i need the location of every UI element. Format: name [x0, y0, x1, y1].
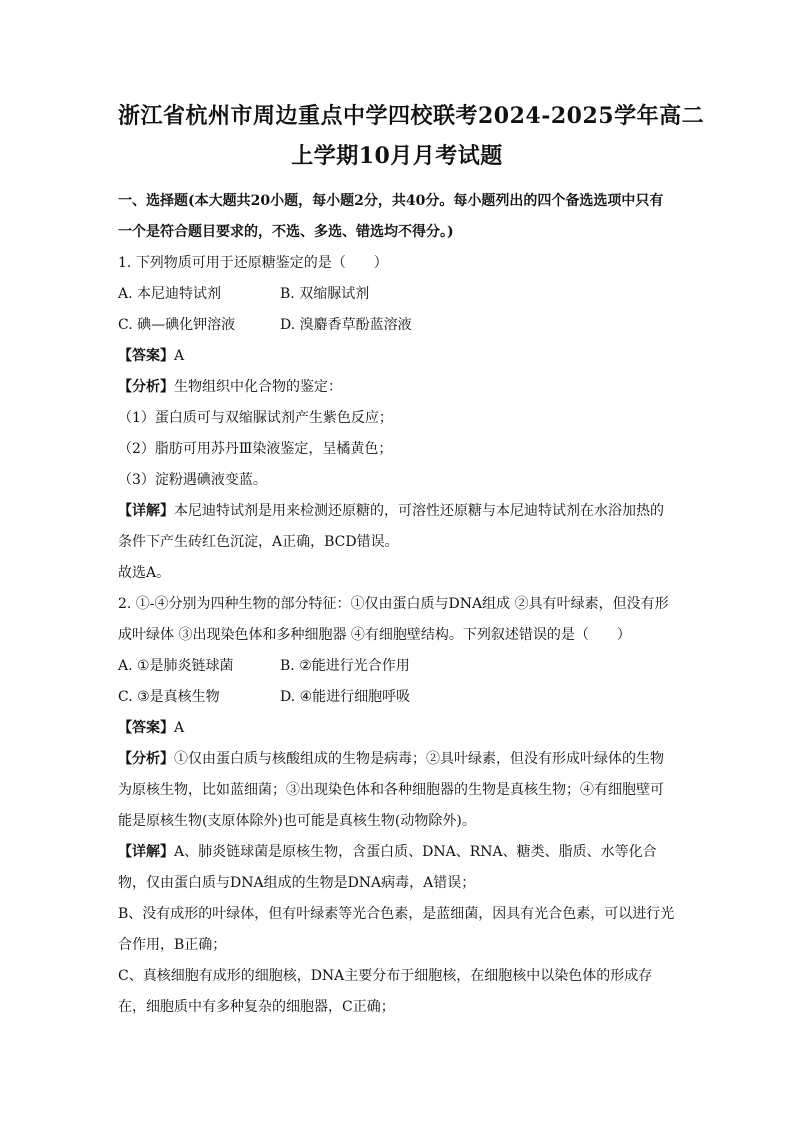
question-2-detail-c: C、真核细胞有成形的细胞核，DNA主要分布于细胞核，在细胞核中以染色体的形成存在，细胞质中有多种复杂的细胞器，C正确；: [118, 968, 653, 1015]
question-1-detail: [118, 496, 676, 558]
question-2-detail-b: B、没有成形的叶绿体，但有叶绿素等光合色素，是蓝细菌，因具有光合色素，可以进行光合作用，B正确；: [118, 906, 675, 953]
section-heading: 一、选择题(本大题共20小题，每小题2分，共40分。每小题列出的四个备选选项中只有一个是符合题目要求的，不选、多选、错选均不得分。): [118, 193, 664, 240]
analysis-text: 生物组织中化合物的鉴定：: [174, 379, 342, 395]
question-1-option-b: B. 双缩脲试剂: [280, 286, 370, 302]
question-1-options-row-2: [118, 310, 676, 341]
answer-tag: 【答案】: [118, 720, 174, 736]
analysis-point: （1）蛋白质可与双缩脲试剂产生紫色反应；: [118, 410, 393, 426]
question-1: [118, 248, 676, 589]
question-2-answer: [118, 713, 676, 744]
question-2-options-row-2: [118, 682, 676, 713]
answer-tag: 【答案】: [118, 348, 174, 364]
question-2-options-row-1: [118, 651, 676, 682]
answer-value: A: [174, 720, 185, 736]
question-2-detail-a: [118, 837, 676, 899]
question-2-option-d: D. ④能进行细胞呼吸: [280, 689, 411, 705]
title-line-2: 上学期10月月考试题: [291, 143, 503, 169]
question-2-analysis: [118, 744, 676, 837]
analysis-point: （2）脂肪可用苏丹Ⅲ染液鉴定，呈橘黄色；: [118, 441, 393, 457]
question-2-option-a: A. ①是肺炎链球菌: [118, 658, 234, 674]
question-2-stem: 2. ①-④分别为四种生物的部分特征：①仅由蛋白质与DNA组成 ②具有叶绿素，但没有形成叶绿体 ③出现染色体和多种细胞器 ④有细胞壁结构。下列叙述错误的是（ ）: [118, 596, 669, 643]
analysis-point: （3）淀粉遇碘液变蓝。: [118, 472, 267, 488]
question-1-analysis: [118, 372, 676, 403]
analysis-tag: 【分析】: [118, 751, 174, 767]
detail-tag: 【详解】: [118, 844, 174, 860]
question-1-options-row-1: [118, 279, 676, 310]
question-2: [118, 589, 676, 1023]
question-1-answer: [118, 341, 676, 372]
title-line-1: 浙江省杭州市周边重点中学四校联考2024-2025学年高二: [118, 103, 705, 129]
analysis-text: ①仅由蛋白质与核酸组成的生物是病毒；②具叶绿素，但没有形成叶绿体的生物为原核生物，比如蓝细菌；③出现染色体和各种细胞器的生物是真核生物；④有细胞壁可能是原核生物(支原体除外)也可能是真核生物(动物除外)。: [118, 751, 664, 829]
detail-tag: 【详解】: [118, 503, 174, 519]
answer-value: A: [174, 348, 185, 364]
question-1-option-d: D. 溴麝香草酚蓝溶液: [280, 317, 412, 333]
question-2-option-b: B. ②能进行光合作用: [280, 658, 410, 674]
question-1-option-c: C. 碘—碘化钾溶液: [118, 317, 236, 333]
question-1-option-a: A. 本尼迪特试剂: [118, 286, 222, 302]
question-2-option-c: C. ③是真核生物: [118, 689, 220, 705]
page-title: [118, 96, 705, 176]
detail-text: A、肺炎链球菌是原核生物，含蛋白质、DNA、RNA、糖类、脂质、水等化合物，仅由蛋白质与DNA组成的生物是DNA病毒，A错误；: [118, 844, 657, 891]
question-1-conclusion: 故选A。: [118, 565, 171, 581]
detail-text: 本尼迪特试剂是用来检测还原糖的，可溶性还原糖与本尼迪特试剂在水浴加热的条件下产生砖红色沉淀，A正确，BCD错误。: [118, 503, 664, 550]
question-1-stem: 1. 下列物质可用于还原糖鉴定的是（ ）: [118, 255, 388, 271]
analysis-tag: 【分析】: [118, 379, 174, 395]
